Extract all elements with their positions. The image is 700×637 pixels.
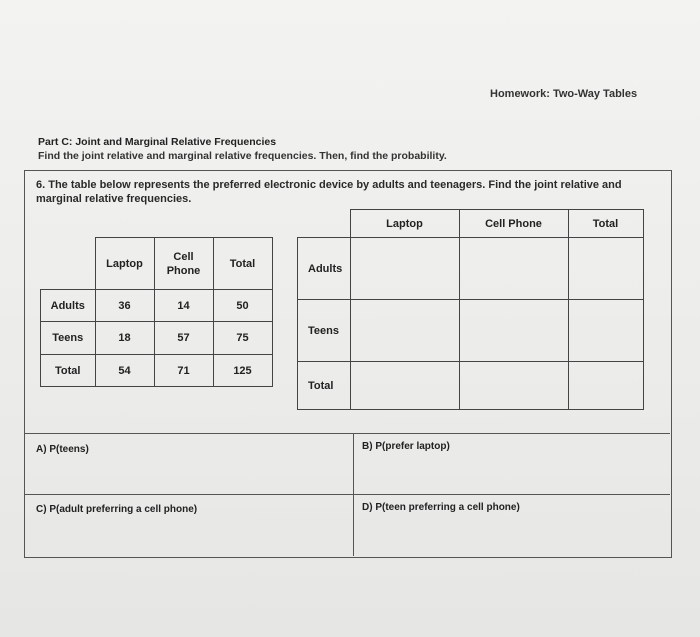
answer-teens-cell-phone[interactable]: [459, 300, 568, 362]
cell-total-total: 125: [213, 355, 272, 387]
row-label-teens: Teens: [41, 322, 96, 355]
answer-adults-cell-phone[interactable]: [459, 238, 568, 300]
relative-frequency-table: [297, 209, 644, 410]
question-6-text: 6. The table below represents the preferred electronic device by adults and teenagers. Find the joint relative and marginal relative frequencies.: [36, 179, 622, 205]
cell-teens-cell-phone: 57: [154, 322, 213, 355]
answer-teens-laptop[interactable]: [350, 300, 459, 362]
row-label-total: Total: [41, 355, 96, 387]
cell-teens-laptop: 18: [95, 322, 154, 355]
answer-adults-total[interactable]: [568, 238, 643, 300]
part-instruction: Find the joint relative and marginal relative frequencies. Then, find the probability.: [38, 150, 447, 162]
question-d: D) P(teen preferring a cell phone): [362, 502, 520, 513]
row-label-adults: Adults: [41, 290, 96, 322]
question-a: A) P(teens): [36, 444, 89, 455]
worksheet-title: Homework: Two-Way Tables: [490, 88, 638, 100]
answer-total-laptop[interactable]: [350, 362, 459, 410]
question-b: B) P(prefer laptop): [362, 441, 450, 452]
corner-cell: [41, 238, 96, 290]
answer-total-total[interactable]: [568, 362, 643, 410]
corner-cell: [298, 210, 351, 238]
row-label-total: Total: [298, 362, 351, 410]
row-label-teens: Teens: [298, 300, 351, 362]
cell-teens-total: 75: [213, 322, 272, 355]
question-c: C) P(adult preferring a cell phone): [36, 504, 198, 515]
cell-total-cell-phone: 71: [154, 355, 213, 387]
header-laptop: Laptop: [350, 210, 459, 238]
cell-adults-laptop: 36: [95, 290, 154, 322]
header-cell-phone: Cell Phone: [459, 210, 568, 238]
header-laptop: Laptop: [95, 238, 154, 290]
header-cell-phone: Cell Phone: [154, 238, 213, 290]
given-frequency-table: [40, 237, 273, 387]
answer-teens-total[interactable]: [568, 300, 643, 362]
header-total: Total: [568, 210, 643, 238]
answer-adults-laptop[interactable]: [350, 238, 459, 300]
part-title: Part C: Joint and Marginal Relative Frequencies: [38, 136, 277, 148]
cell-adults-total: 50: [213, 290, 272, 322]
cell-total-laptop: 54: [95, 355, 154, 387]
header-total: Total: [213, 238, 272, 290]
answer-total-cell-phone[interactable]: [459, 362, 568, 410]
cell-adults-cell-phone: 14: [154, 290, 213, 322]
row-label-adults: Adults: [298, 238, 351, 300]
probability-questions-grid: [24, 433, 670, 556]
